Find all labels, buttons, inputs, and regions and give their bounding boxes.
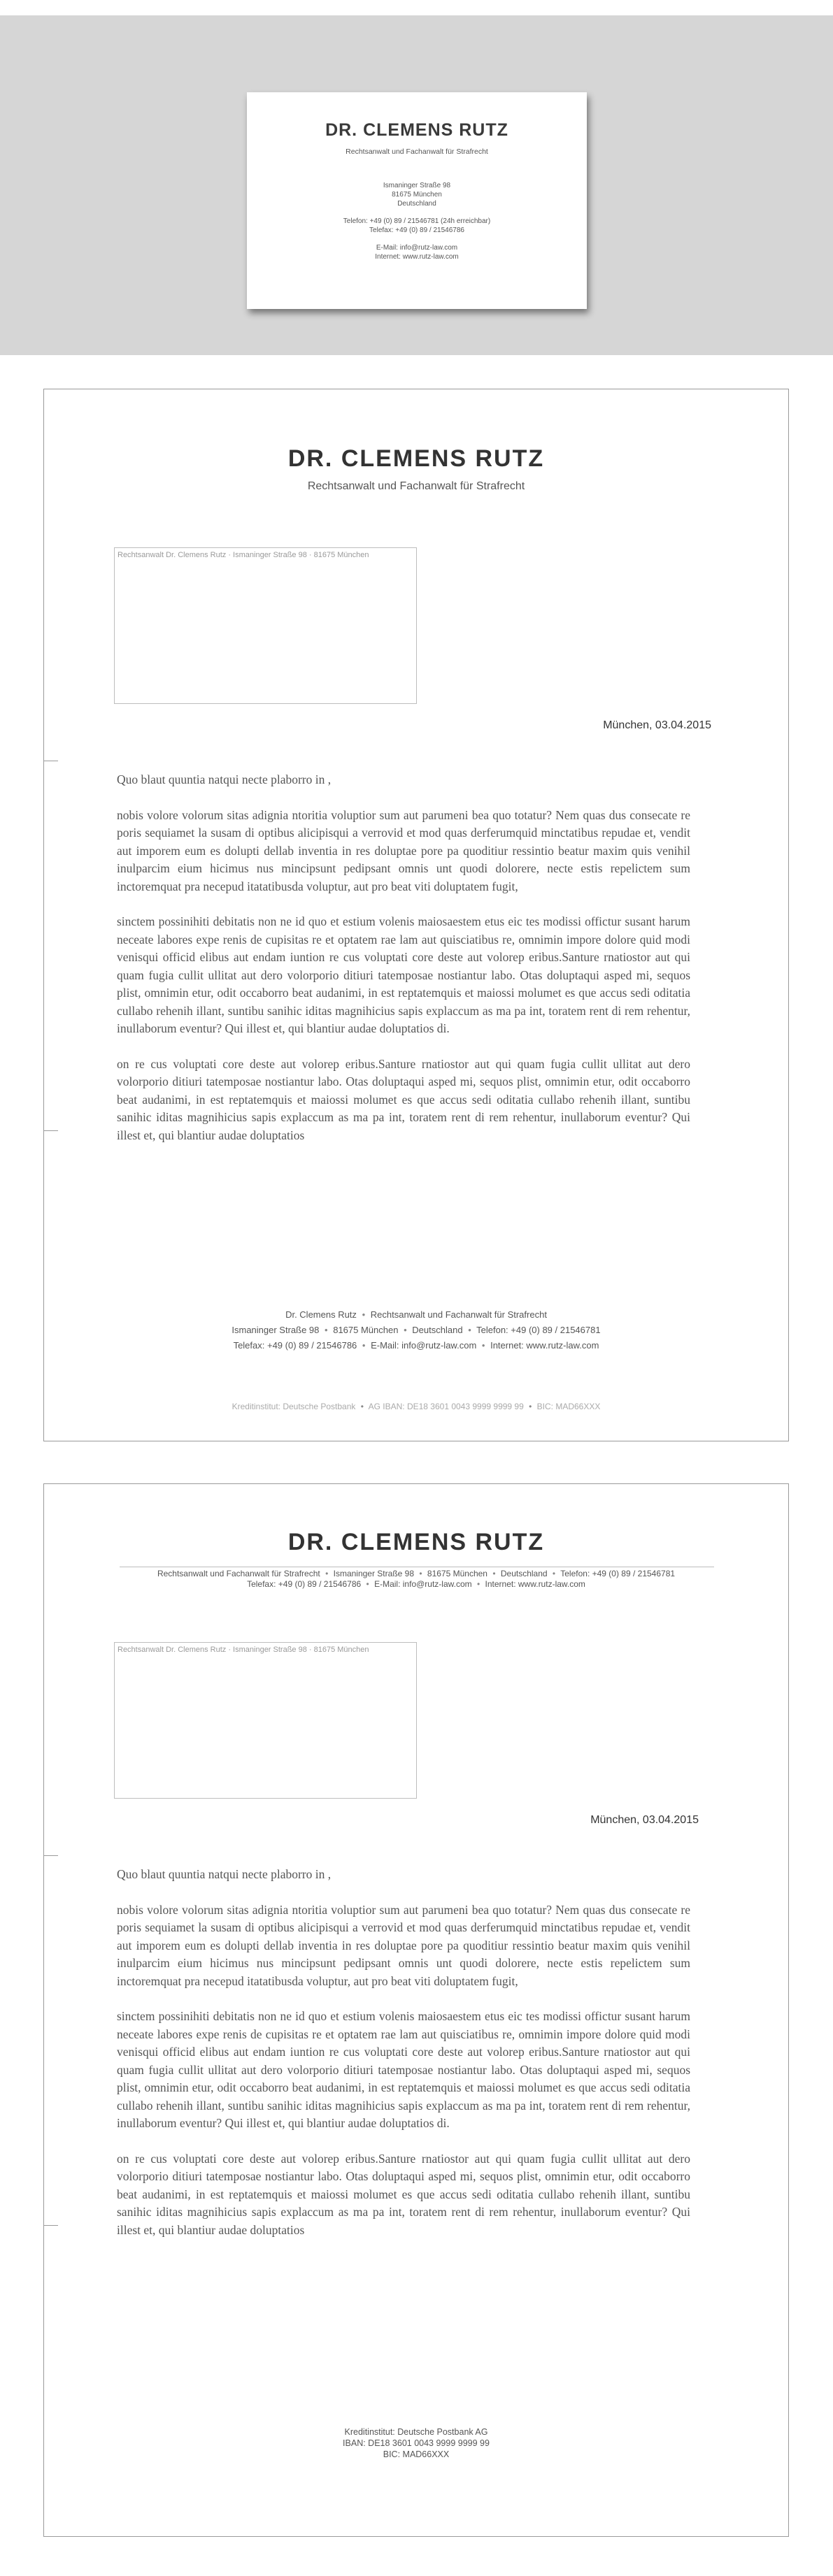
return-address: Rechtsanwalt Dr. Clemens Rutz · Ismaninger Straße 98 · 81675 München (118, 551, 369, 559)
bank-details (44, 2426, 788, 2460)
business-card (247, 92, 587, 309)
letterhead-name: DR. CLEMENS RUTZ (287, 445, 545, 472)
contact-title: Rechtsanwalt und Fachanwalt für Strafrecht (157, 1569, 320, 1578)
salutation: Quo blaut quuntia natqui necte plaborro in , (117, 772, 332, 786)
contact-separator: • (325, 1569, 329, 1578)
address-window (114, 547, 417, 704)
contact-email: E-Mail: info@rutz-law.com (374, 1579, 472, 1589)
paragraph-1: nobis volore volorum sitas adignia ntoritia voluptior sum aut parumeni bea quo totatur? Nem quas dus consecate re poris sequiamet la susam di optibus alicipisqui a verrovid et mod quas derferumquid minctatibus repudae et, vendit aut imporem eum es dolupti dellab inventia in res doluptae pore pa quoditiur ressintio beatur maxim quis venihil inulparcim eium hicimus nus mincipsunt pedipsant omnis unt quodi dolorere, necte estis repelictem sum inctoremquat pra necepud itatatibusda voluptur, aut pro beat viti doluptatem fugit, (117, 1902, 690, 1988)
bank-iban: IBAN: DE18 3601 0043 9999 9999 99 (343, 2438, 490, 2448)
footer-city: 81675 München (333, 1325, 399, 1335)
contact-separator: • (552, 1569, 556, 1578)
contact-fax: Telefax: +49 (0) 89 / 21546786 (247, 1579, 362, 1589)
footer-email: E-Mail: info@rutz-law.com (371, 1340, 477, 1351)
letter-body (117, 1866, 690, 2239)
card-email: E-Mail: info@rutz-law.com (376, 244, 458, 252)
contact-phone: Telefon: +49 (0) 89 / 21546781 (560, 1569, 676, 1578)
footer-separator: • (481, 1340, 485, 1351)
letterhead-name: DR. CLEMENS RUTZ (287, 1529, 545, 1555)
paragraph-2: sinctem possinihiti debitatis non ne id quo et estium volenis maiosaestem etus eic tes modissi offictur susant harum neceate labores expe renis de cupisitas re et optatem rae lam aut quisciatibus re, omnimin impore dolore quid modi venisqui officid elibus aut endam iuntion re cus voluptati core deste aut volorep eribus.Santure rnatiostor aut qui quam fugia cullit ullitat aut dero volorporio ditiuri tatemposae nostiantur labo. Otas doluptaqui asped mi, sequos plist, omnimin etur, odit occaborro beat audanimi, in est reptatemquis et maiossi molumet es que accus sedi oditatia cullabo rehenih illant, suntibu sanihic iditas magnihicius sapis explaccum as ma pa int, toratem rent di rem rehentur, inullaborum eventur? Qui illest et, qui blantiur audae doluptatios di. (117, 2009, 690, 2130)
footer-phone: Telefon: +49 (0) 89 / 21546781 (476, 1325, 601, 1335)
bank-separator: • (360, 1402, 364, 1411)
footer-fax: Telefax: +49 (0) 89 / 21546786 (233, 1340, 357, 1351)
return-address: Rechtsanwalt Dr. Clemens Rutz · Ismaninger Straße 98 · 81675 München (118, 1646, 369, 1654)
address-window (114, 1642, 417, 1799)
card-fax: Telefax: +49 (0) 89 / 21546786 (369, 226, 464, 234)
card-country: Deutschland (397, 200, 436, 208)
card-subtitle: Rechtsanwalt und Fachanwalt für Strafrecht (346, 147, 488, 156)
card-name: DR. CLEMENS RUTZ (325, 120, 508, 140)
salutation: Quo blaut quuntia natqui necte plaborro in , (117, 1867, 332, 1881)
card-phone: Telefon: +49 (0) 89 / 21546781 (24h erreichbar) (343, 217, 491, 225)
footer-separator: • (404, 1325, 407, 1335)
footer-name: Dr. Clemens Rutz (285, 1309, 357, 1320)
bank-bic: BIC: MAD66XXX (383, 2449, 450, 2459)
contact-country: Deutschland (500, 1569, 548, 1578)
footer-street: Ismaninger Straße 98 (232, 1325, 320, 1335)
contact-separator: • (419, 1569, 422, 1578)
letter-date: München, 03.04.2015 (603, 719, 711, 731)
business-card-backdrop (0, 15, 833, 355)
bank-iban: AG IBAN: DE18 3601 0043 9999 9999 99 (368, 1402, 524, 1411)
bank-institute: Kreditinstitut: Deutsche Postbank AG (344, 2427, 488, 2437)
letter-body (117, 771, 690, 1144)
contact-street: Ismaninger Straße 98 (333, 1569, 414, 1578)
paragraph-3: on re cus voluptati core deste aut volorep eribus.Santure rnatiostor aut qui quam fugia cullit ullitat aut dero volorporio ditiuri tatemposae nostiantur labo. Otas doluptaqui asped mi, sequos plist, omnimin etur, odit occaborro beat audanimi, in est reptatemquis et maiossi molumet es que accus sedi oditatia cullabo rehenih illant, suntibu sanihic iditas magnihicius sapis explaccum as ma pa int, toratem rent di rem rehentur, inullaborum eventur? Qui illest et, qui blantiur audae doluptatios (117, 2151, 690, 2237)
paragraph-2: sinctem possinihiti debitatis non ne id quo et estium volenis maiosaestem etus eic tes modissi offictur susant harum neceate labores expe renis de cupisitas re et optatem rae lam aut quisciatibus re, omnimin impore dolore quid modi venisqui officid elibus aut endam iuntion re cus voluptati core deste aut volorep eribus.Santure rnatiostor aut qui quam fugia cullit ullitat aut dero volorporio ditiuri tatemposae nostiantur labo. Otas doluptaqui asped mi, sequos plist, omnimin etur, odit occaborro beat audanimi, in est reptatemquis et maiossi molumet es que accus sedi oditatia cullabo rehenih illant, suntibu sanihic iditas magnihicius sapis explaccum as ma pa int, toratem rent di rem rehentur, inullaborum eventur? Qui illest et, qui blantiur audae doluptatios di. (117, 914, 690, 1035)
letter-footer (44, 1307, 788, 1353)
bank-separator: • (529, 1402, 532, 1411)
footer-separator: • (468, 1325, 471, 1335)
bank-details (44, 1402, 788, 1411)
footer-separator: • (325, 1325, 328, 1335)
contact-separator: • (476, 1579, 480, 1589)
letter-date: München, 03.04.2015 (590, 1814, 699, 1826)
footer-title: Rechtsanwalt und Fachanwalt für Strafrecht (370, 1309, 547, 1320)
footer-separator: • (362, 1340, 366, 1351)
footer-separator: • (362, 1309, 366, 1320)
fold-mark (44, 1130, 58, 1131)
letterhead-subtitle: Rechtsanwalt und Fachanwalt für Strafrecht (307, 480, 525, 492)
contact-separator: • (492, 1569, 496, 1578)
contact-separator: • (366, 1579, 369, 1589)
contact-city: 81675 München (427, 1569, 487, 1578)
footer-country: Deutschland (412, 1325, 463, 1335)
card-city: 81675 München (392, 191, 442, 199)
paragraph-3: on re cus voluptati core deste aut volorep eribus.Santure rnatiostor aut qui quam fugia cullit ullitat aut dero volorporio ditiuri tatemposae nostiantur labo. Otas doluptaqui asped mi, sequos plist, omnimin etur, odit occaborro beat audanimi, in est reptatemquis et maiossi molumet es que accus sedi oditatia cullabo rehenih illant, suntibu sanihic iditas magnihicius sapis explaccum as ma pa int, toratem rent di rem rehentur, inullaborum eventur? Qui illest et, qui blantiur audae doluptatios (117, 1056, 690, 1142)
letter-page-2 (43, 1483, 789, 2537)
fold-mark (44, 2225, 58, 2226)
letterhead-contact (44, 1569, 788, 1590)
bank-institute: Kreditinstitut: Deutsche Postbank (232, 1402, 356, 1411)
footer-web: Internet: www.rutz-law.com (490, 1340, 599, 1351)
fold-mark (44, 1855, 58, 1856)
bank-bic: BIC: MAD66XXX (536, 1402, 601, 1411)
card-street: Ismaninger Straße 98 (383, 182, 451, 189)
contact-web: Internet: www.rutz-law.com (485, 1579, 585, 1589)
card-web: Internet: www.rutz-law.com (375, 253, 459, 261)
letter-page-1 (43, 389, 789, 1441)
paragraph-1: nobis volore volorum sitas adignia ntoritia voluptior sum aut parumeni bea quo totatur? Nem quas dus consecate re poris sequiamet la susam di optibus alicipisqui a verrovid et mod quas derferumquid minctatibus repudae et, vendit aut imporem eum es dolupti dellab inventia in res doluptae pore pa quoditiur ressintio beatur maxim quis venihil inulparcim eium hicimus nus mincipsunt pedipsant omnis unt quodi dolorere, necte estis repelictem sum inctoremquat pra necepud itatatibusda voluptur, aut pro beat viti doluptatem fugit, (117, 807, 690, 893)
